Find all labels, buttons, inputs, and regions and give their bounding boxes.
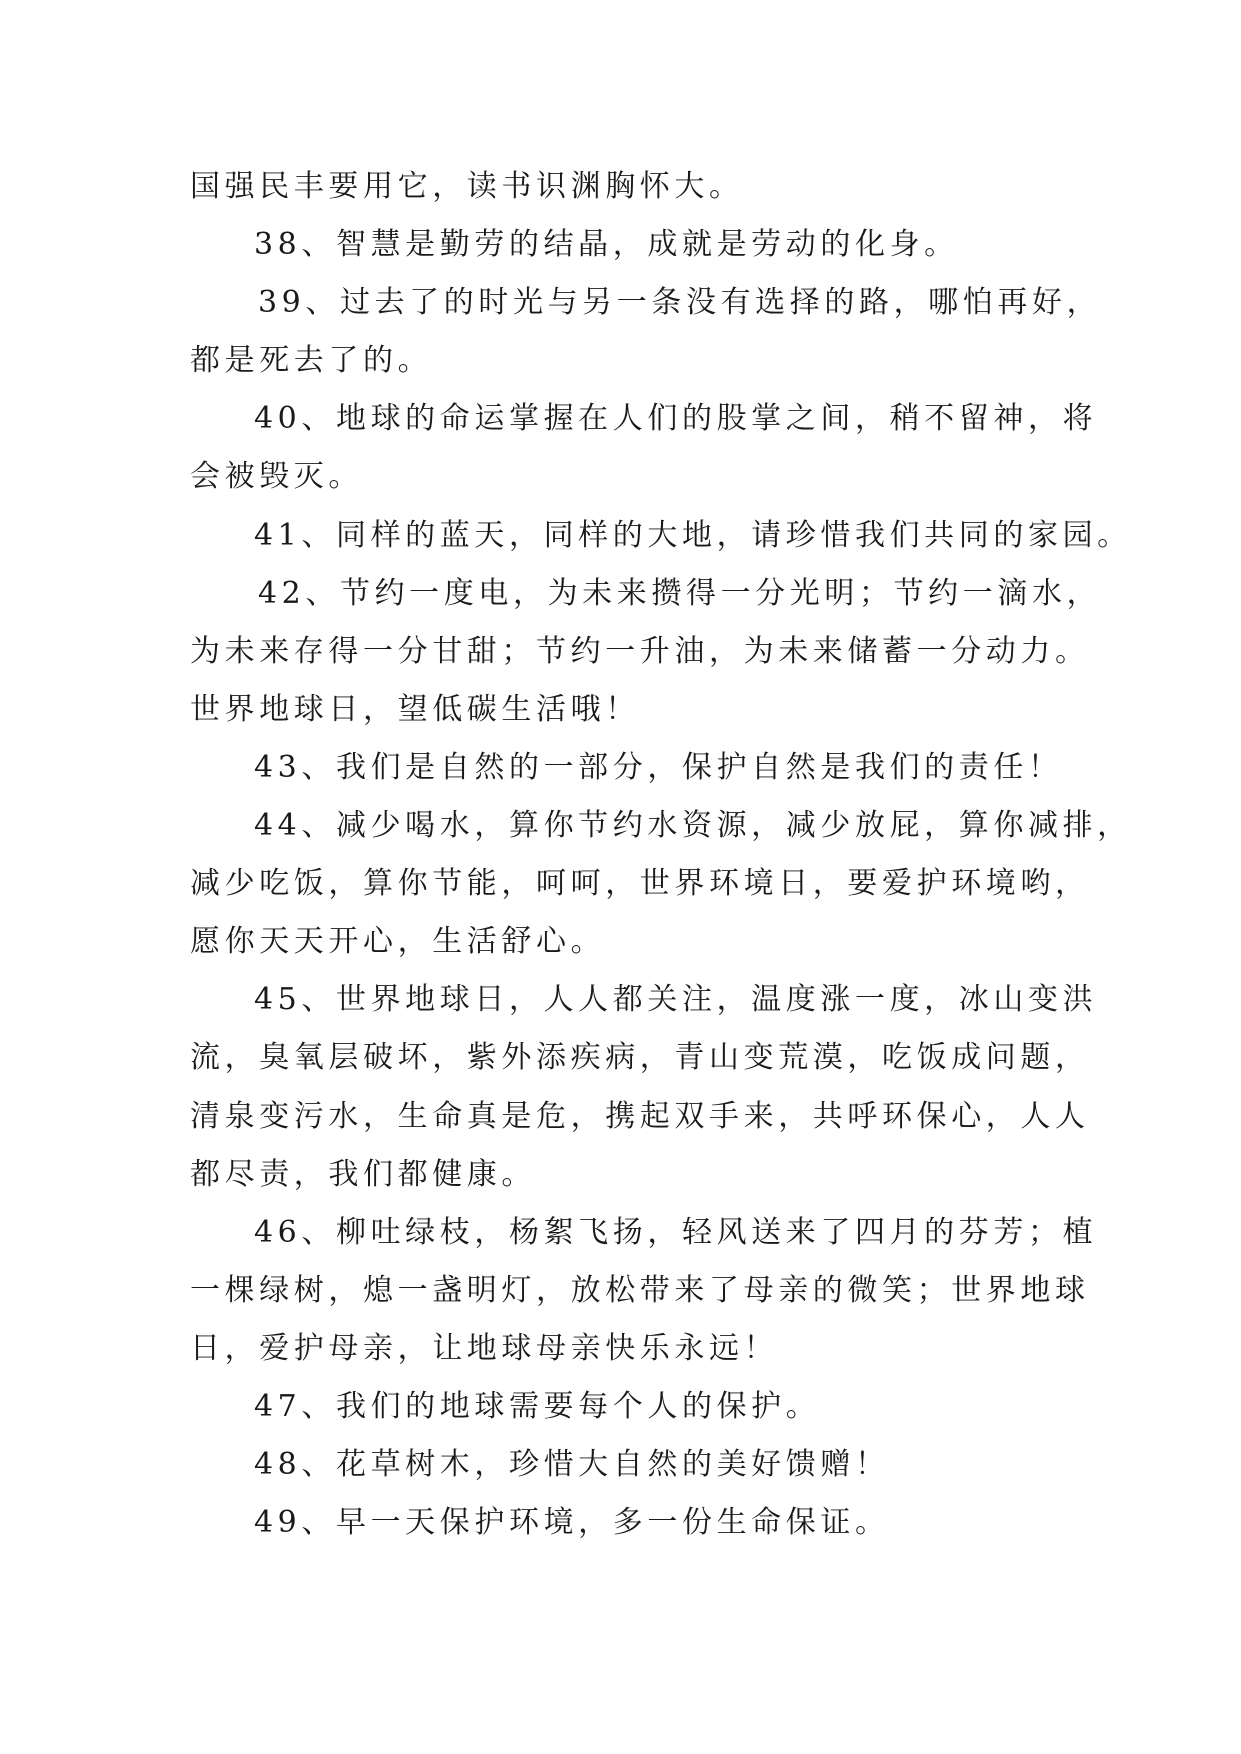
text-line: 流，臭氧层破坏，紫外添疾病，青山变荒漠，吃饭成问题， <box>190 1040 1090 1076</box>
text-line: 清泉变污水，生命真是危，携起双手来，共呼环保心，人人 <box>190 1098 1090 1134</box>
text-line: 都是死去了的。 <box>190 343 433 379</box>
text-line: 42、节约一度电，为未来攒得一分光明；节约一滴水， <box>258 575 1102 611</box>
text-line: 45、世界地球日，人人都关注，温度涨一度，冰山变洪 <box>254 982 1098 1018</box>
text-line: 44、减少喝水，算你节约水资源，减少放屁，算你减排， <box>254 808 1132 844</box>
text-line: 会被毁灭。 <box>190 459 363 495</box>
text-line: 一棵绿树，熄一盏明灯，放松带来了母亲的微笑；世界地球 <box>190 1272 1090 1308</box>
text-line: 都尽责，我们都健康。 <box>190 1156 536 1192</box>
text-line: 世界地球日，望低碳生活哦！ <box>190 691 640 727</box>
text-line: 国强民丰要用它，读书识渊胸怀大。 <box>190 169 744 204</box>
text-line: 38、智慧是勤劳的结晶，成就是劳动的化身。 <box>254 227 959 263</box>
text-line: 为未来存得一分甘甜；节约一升油，为未来储蓄一分动力。 <box>190 633 1090 669</box>
text-line: 日，爱护母亲，让地球母亲快乐永远！ <box>190 1330 779 1366</box>
text-line: 48、花草树木，珍惜大自然的美好馈赠！ <box>254 1447 890 1483</box>
text-line: 愿你天天开心，生活舒心。 <box>190 924 606 960</box>
text-line: 46、柳吐绿枝，杨絮飞扬，轻风送来了四月的芬芳；植 <box>254 1214 1098 1250</box>
text-line: 39、过去了的时光与另一条没有选择的路，哪怕再好， <box>258 285 1102 321</box>
text-line: 43、我们是自然的一部分，保护自然是我们的责任！ <box>254 749 1063 785</box>
document-body <box>190 158 1132 1552</box>
text-line: 49、早一天保护环境，多一份生命保证。 <box>254 1505 890 1541</box>
text-line: 减少吃饭，算你节能，呵呵，世界环境日，要爱护环境哟， <box>190 866 1090 902</box>
text-line: 47、我们的地球需要每个人的保护。 <box>254 1388 821 1424</box>
text-line: 41、同样的蓝天，同样的大地，请珍惜我们共同的家园。 <box>254 517 1132 553</box>
text-line: 40、地球的命运掌握在人们的股掌之间，稍不留神，将 <box>254 401 1098 437</box>
